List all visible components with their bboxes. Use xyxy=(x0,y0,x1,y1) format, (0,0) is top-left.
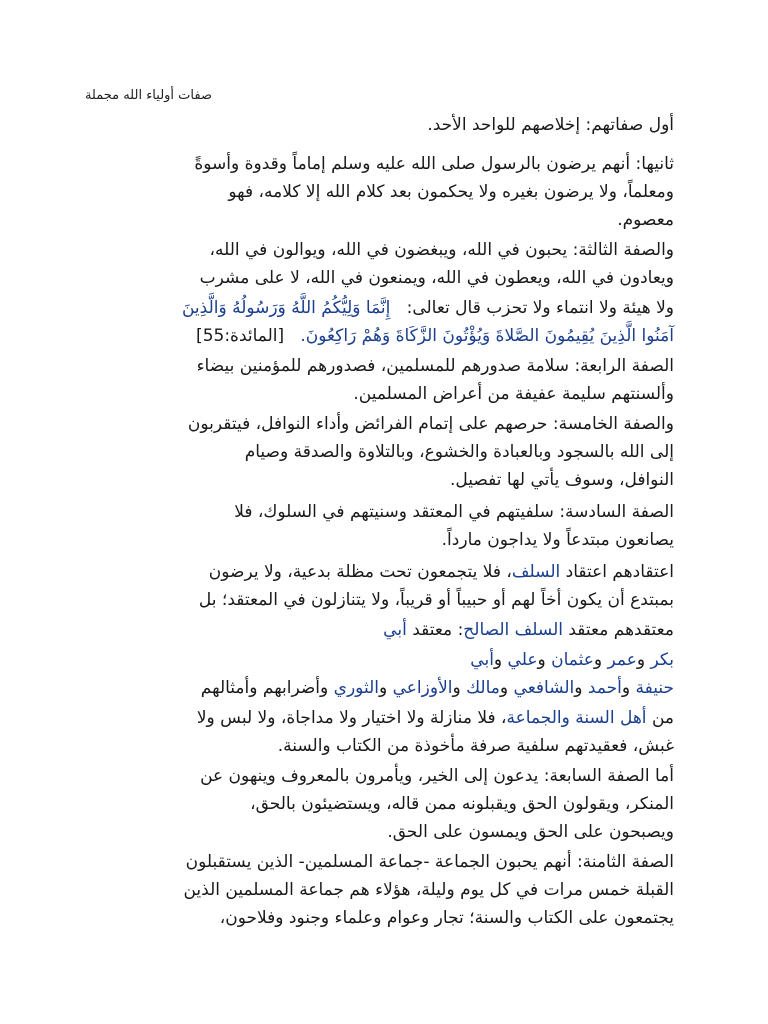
text-line xyxy=(94,876,674,904)
text-line xyxy=(94,264,674,292)
highlighted-term: أبي xyxy=(470,650,494,670)
text-segment: والصفة الخامسة: حرصهم على إتمام الفرائض وأداء النوافل، فيتقربون xyxy=(187,414,674,434)
highlighted-term: علي xyxy=(507,650,538,670)
text-line xyxy=(94,704,674,732)
document-title: صفات أولياء الله مجملة xyxy=(84,88,212,103)
highlighted-term: الشافعي xyxy=(513,678,575,698)
text-segment: ويعادون في الله، ويعطون في الله، ويمنعون في الله، لا على مشرب xyxy=(199,268,674,288)
text-segment: اعتقادهم اعتقاد xyxy=(560,562,674,582)
text-segment: معتقدهم معتقد xyxy=(562,620,674,640)
text-line xyxy=(94,206,674,234)
highlighted-term: أهل السنة والجماعة xyxy=(506,708,647,728)
text-segment: المنكر، ويقولون الحق ويقبلونه ممن قاله، ويستضيئون بالحق، xyxy=(250,794,674,814)
text-segment: ولا هيئة ولا انتماء ولا تحزب قال تعالى: xyxy=(390,298,674,318)
text-segment: ويصبحون على الحق ويمسون على الحق. xyxy=(387,822,674,842)
text-segment: ، فلا منازلة ولا اختيار ولا مداجاة، ولا لبس ولا xyxy=(196,708,507,728)
text-segment: من xyxy=(646,708,674,728)
text-segment: [المائدة:55] xyxy=(196,326,301,346)
text-segment: و xyxy=(593,650,608,670)
text-segment: و xyxy=(452,678,467,698)
text-line xyxy=(94,674,674,702)
text-segment: ، فلا يتجمعون تحت مظلة بدعية، ولا يرضون xyxy=(208,562,512,582)
text-line xyxy=(94,466,674,494)
text-line xyxy=(94,380,674,408)
text-line xyxy=(94,150,674,178)
text-line xyxy=(94,818,674,846)
text-segment: ثانيها: أنهم يرضون بالرسول صلى الله عليه وسلم إماماً وقدوة وأسوةً xyxy=(194,154,674,174)
highlighted-term: بكر xyxy=(650,650,674,670)
highlighted-term: آمَنُوا الَّذِينَ يُقِيمُونَ الصَّلاةَ وَيُؤْتُونَ الزَّكَاةَ وَهُمْ رَاكِعُونَ. xyxy=(300,326,674,346)
text-line xyxy=(94,322,674,350)
text-line xyxy=(94,111,674,139)
highlighted-term: إِنَّمَا وَلِيُّكُمُ اللَّهُ وَرَسُولُهُ وَالَّذِينَ xyxy=(181,298,391,318)
text-segment: يصانعون مبتدعاً ولا يداجون مارداً. xyxy=(441,530,674,550)
text-line xyxy=(94,438,674,466)
highlighted-term: السلف الصالح xyxy=(463,620,563,640)
text-segment: بمبتدع أن يكون أخاً لهم أو حبيباً أو قريباً، ولا يتنازلون في المعتقد؛ بل xyxy=(198,590,674,610)
text-segment: و xyxy=(621,678,636,698)
text-segment: غبش، فعقيدتهم سلفية صرفة مأخوذة من الكتاب والسنة. xyxy=(277,736,674,756)
text-line xyxy=(94,410,674,438)
text-segment: الصفة السادسة: سلفيتهم في المعتقد وسنيتهم في السلوك، فلا xyxy=(234,502,674,522)
text-line xyxy=(94,616,674,644)
text-line xyxy=(94,586,674,614)
text-line xyxy=(94,646,674,674)
text-segment: الصفة الرابعة: سلامة صدورهم للمسلمين، فصدورهم للمؤمنين بيضاء xyxy=(196,356,674,376)
text-segment: و xyxy=(574,678,588,698)
highlighted-term: عمر xyxy=(607,650,637,670)
highlighted-term: أبي xyxy=(383,620,407,640)
text-line xyxy=(94,558,674,586)
highlighted-term: مالك xyxy=(466,678,500,698)
text-line xyxy=(94,352,674,380)
text-segment: و xyxy=(537,650,552,670)
text-segment: أما الصفة السابعة: يدعون إلى الخير، ويأمرون بالمعروف وينهون عن xyxy=(200,766,674,786)
text-line xyxy=(94,294,674,322)
text-line xyxy=(94,848,674,876)
text-segment: يجتمعون على الكتاب والسنة؛ تجار وعوام وعلماء وجنود وفلاحون، xyxy=(219,908,674,928)
text-line xyxy=(94,526,674,554)
highlighted-term: عثمان xyxy=(551,650,594,670)
text-segment: و xyxy=(493,650,508,670)
text-segment: ومعلماً، ولا يرضون بغيره ولا يحكمون بعد كلام الله إلا كلامه، فهو xyxy=(228,182,674,202)
text-segment: : معتقد xyxy=(406,620,464,640)
text-segment: الصفة الثامنة: أنهم يحبون الجماعة -جماعة المسلمين- الذين يستقبلون xyxy=(185,852,674,872)
text-line xyxy=(94,236,674,264)
text-line xyxy=(94,498,674,526)
text-line xyxy=(94,178,674,206)
text-segment: والصفة الثالثة: يحبون في الله، ويبغضون في الله، ويوالون في الله، xyxy=(209,240,674,260)
highlighted-term: السلف xyxy=(511,562,561,582)
text-segment: أول صفاتهم: إخلاصهم للواحد الأحد. xyxy=(427,115,674,135)
highlighted-term: الأوزاعي xyxy=(392,678,453,698)
text-segment: و xyxy=(378,678,393,698)
text-segment: وأضرابهم وأمثالهم xyxy=(200,678,334,698)
highlighted-term: أحمد xyxy=(587,678,622,698)
text-segment: وألسنتهم سليمة عفيفة من أعراض المسلمين. xyxy=(353,384,674,404)
text-line xyxy=(94,762,674,790)
text-line xyxy=(94,790,674,818)
highlighted-term: حنيفة xyxy=(635,678,674,698)
text-line xyxy=(94,904,674,932)
text-segment: و xyxy=(499,678,514,698)
text-segment: و xyxy=(636,650,651,670)
text-segment: القبلة خمس مرات في كل يوم وليلة، هؤلاء هم جماعة المسلمين الذين xyxy=(183,880,674,900)
text-segment: معصوم. xyxy=(617,210,674,230)
text-segment: إلى الله بالسجود وبالعبادة والخشوع، وبالتلاوة والصدقة وصيام xyxy=(244,442,674,462)
text-segment: النوافل، وسوف يأتي لها تفصيل. xyxy=(450,470,674,490)
highlighted-term: الثوري xyxy=(333,678,379,698)
text-line xyxy=(94,732,674,760)
